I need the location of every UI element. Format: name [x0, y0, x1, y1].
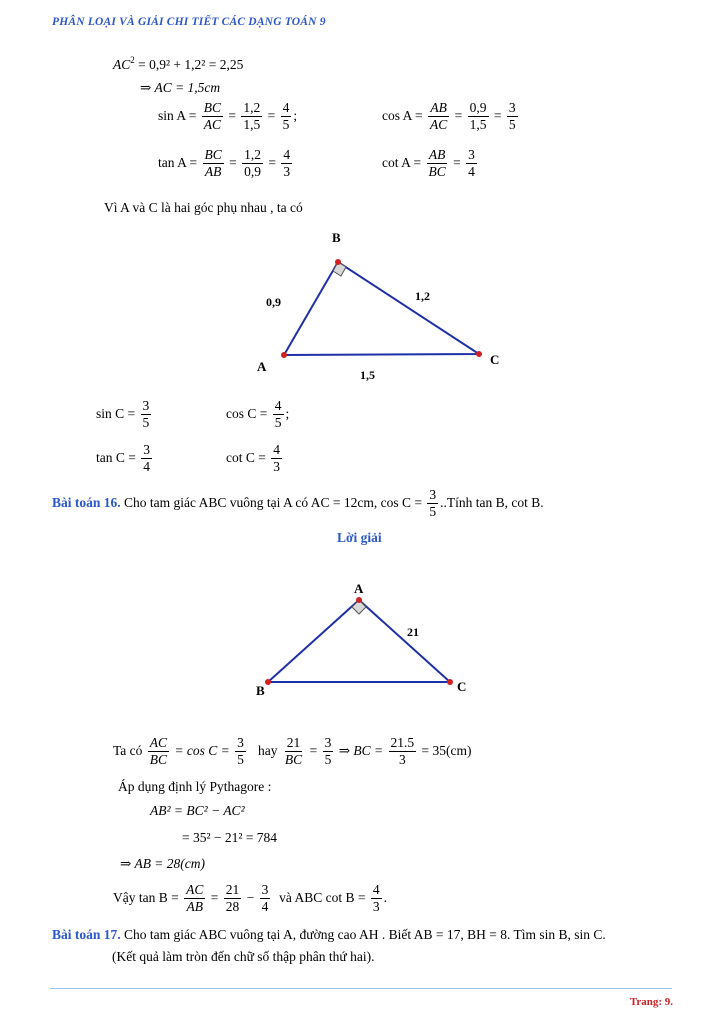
side-bc-length: 1,2 — [415, 289, 430, 303]
label-c: C — [490, 352, 500, 367]
label-b: B — [256, 683, 265, 698]
side-ac-length: 1,5 — [360, 368, 375, 382]
frac-den: 5 — [429, 504, 437, 520]
tan-a-formula: tan A = $\frac{BC}{AB}$ = $\frac{1,2}{0,9}$ = $\frac{4}{3}$ — [158, 147, 291, 180]
frac-num: 3 — [507, 100, 518, 117]
frac-den: AC — [430, 117, 448, 133]
frac-den: 3 — [372, 899, 380, 915]
triangle-abc-1 — [284, 262, 479, 355]
frac-num: AC — [148, 735, 169, 752]
hay-text: hay — [258, 742, 278, 758]
frac-den: AC — [203, 117, 222, 133]
vertex-dot-a — [356, 597, 362, 603]
frac-num: 3 — [323, 735, 334, 752]
frac-den: BC — [149, 752, 168, 768]
triangle-figure-2 — [250, 578, 480, 703]
label-a: A — [354, 581, 364, 596]
ac-squared-value: = 0,9² + 1,2² = 2,25 — [138, 57, 244, 72]
punct: ; — [293, 107, 298, 123]
frac-den: 3 — [273, 459, 280, 475]
footer-divider — [50, 988, 672, 989]
cot-c-label: cot C = — [226, 449, 266, 465]
vertex-dot-c — [476, 351, 482, 357]
problem-16 — [52, 487, 544, 520]
frac-num: 4 — [271, 442, 282, 459]
frac-den: 5 — [508, 117, 516, 133]
page-header: PHÂN LOẠI VÀ GIẢI CHI TIẾT CÁC DẠNG TOÁN 9 — [52, 16, 326, 28]
label-c: C — [457, 679, 467, 694]
frac-den: 5 — [237, 752, 244, 768]
tan-c-label: tan C = — [96, 449, 136, 465]
frac-den: AB — [204, 164, 222, 180]
since-complementary-text: Vì A và C là hai góc phụ nhau , ta có — [104, 200, 303, 215]
vertex-dot-a — [281, 352, 287, 358]
ab-squared: AB² = BC² − AC² — [150, 803, 245, 818]
ab-calculation: = 35² − 21² = 784 — [182, 830, 278, 845]
problem-16-text: Cho tam giác ABC vuông tại A có AC = 12cm, cos C = — [124, 494, 422, 510]
bc-label: ⇒ BC = — [338, 742, 384, 758]
frac-num: AC — [184, 882, 205, 899]
frac-num: 21 — [285, 735, 303, 752]
frac-den: 4 — [468, 164, 475, 180]
label-b: B — [332, 230, 341, 245]
frac-num: 1,2 — [241, 100, 262, 117]
vertex-dot-c — [447, 679, 453, 685]
cos-a-formula: cos A = $\frac{AB}{AC}$ = $\frac{0,9}{1,5}$ = $\frac{3}{5}$ — [382, 100, 516, 133]
cot-a-label: cot A = — [382, 154, 422, 170]
ab-result: ⇒ AB = 28(cm) — [120, 856, 206, 871]
cos-c-text: = cos C = — [174, 742, 230, 758]
triangle-figure-1 — [240, 225, 520, 385]
frac-num: 3 — [235, 735, 246, 752]
frac-den: 0,9 — [244, 164, 262, 180]
page-number: Trang: 9. — [629, 996, 673, 1008]
frac-num: 4 — [281, 100, 292, 117]
frac-num: 21 — [224, 882, 242, 899]
frac-num: 3 — [141, 398, 152, 415]
frac-den: 5 — [142, 415, 150, 431]
frac-den: BC — [284, 752, 303, 768]
label-a: A — [257, 359, 267, 374]
frac-num: 21.5 — [389, 735, 417, 752]
problem-17 — [52, 927, 606, 943]
conclusion-line: Vậy tan B = $\frac{AC}{AB}$ = $\frac{21}{28}$ − $\frac{3}{4}$ và ABC cot B = $\frac{4}{3}$ . — [113, 882, 387, 915]
frac-den: 3 — [398, 752, 406, 768]
frac-num: 0,9 — [468, 100, 489, 117]
cot-c-formula — [226, 442, 284, 475]
cot-a-formula: cot A = $\frac{AB}{BC}$ = $\frac{3}{4}$ — [382, 147, 475, 180]
side-ac-length: 21 — [407, 625, 419, 639]
bc-result: = 35(cm) — [421, 742, 472, 758]
vay-text: Vậy tan B = — [113, 889, 179, 905]
problem-16-title: Bài toán 16. — [52, 494, 121, 510]
frac-den: 1,5 — [469, 117, 487, 133]
ratio-line: Ta có $\frac{AC}{BC}$ = cos C = $\frac{3}{5}$ hay $\frac{21}{BC}$ = $\frac{3}{5}$ ⇒ BC = $\frac{21.5}{3}$ = 35(cm) — [113, 735, 472, 768]
frac-num: BC — [203, 147, 224, 164]
frac-num: 3 — [260, 882, 271, 899]
frac-num: 4 — [273, 398, 284, 415]
va-text: và ABC cot B = — [279, 889, 366, 905]
sin-c-formula — [96, 398, 153, 431]
frac-num: 4 — [281, 147, 292, 164]
side-ab-length: 0,9 — [266, 295, 281, 309]
frac-den: 5 — [324, 752, 332, 768]
frac-den: 4 — [261, 899, 269, 915]
ac-result: ⇒ AC = 1,5cm — [140, 80, 221, 95]
vertex-dot-b — [335, 259, 341, 265]
problem-17-title: Bài toán 17. — [52, 927, 121, 942]
ac-squared-line: $AC^2 = 0,9^2 + 1,2^2 = 2,25$ — [113, 55, 244, 72]
frac-num: 4 — [371, 882, 382, 899]
frac-den: AB — [186, 899, 203, 915]
cos-c-formula — [226, 398, 289, 431]
punct: ; — [285, 405, 290, 421]
tan-a-label: tan A = — [158, 154, 198, 170]
problem-17-text: Cho tam giác ABC vuông tại A, đường cao AH . Biết AB = 17, BH = 8. Tìm sin B, sin C. — [124, 927, 606, 942]
sin-a-formula: sin A = $\frac{BC}{AC}$ = $\frac{1,2}{1,5}$ = $\frac{4}{5}$ ; — [158, 100, 298, 133]
ta-co-text: Ta có — [113, 742, 143, 758]
problem-16-ask: ..Tính tan B, cot B. — [440, 494, 544, 510]
frac-den: BC — [428, 164, 446, 180]
vertex-dot-b — [265, 679, 271, 685]
tan-c-formula — [96, 442, 154, 475]
frac-den: 5 — [282, 117, 290, 133]
frac-num: BC — [202, 100, 223, 117]
frac-num: AB — [427, 147, 448, 164]
frac-num: 3 — [141, 442, 152, 459]
frac-num: 3 — [427, 487, 438, 504]
frac-num: 3 — [466, 147, 477, 164]
solution-title: Lời giải — [337, 530, 382, 545]
frac-den: 28 — [225, 899, 240, 915]
problem-17-note: (Kết quả làm tròn đến chữ số thập phân thứ hai). — [112, 949, 375, 964]
frac-den: 1,5 — [243, 117, 261, 133]
frac-den: 4 — [143, 459, 150, 475]
sin-c-label: sin C = — [96, 405, 136, 421]
frac-num: 1,2 — [242, 147, 263, 164]
cos-c-label: cos C = — [226, 405, 268, 421]
frac-den: 3 — [283, 164, 291, 180]
frac-num: AB — [428, 100, 449, 117]
cos-a-label: cos A = — [382, 107, 423, 123]
frac-den: 5 — [274, 415, 282, 431]
pythagore-text: Áp dụng định lý Pythagore : — [118, 779, 272, 794]
sin-a-label: sin A = — [158, 107, 197, 123]
